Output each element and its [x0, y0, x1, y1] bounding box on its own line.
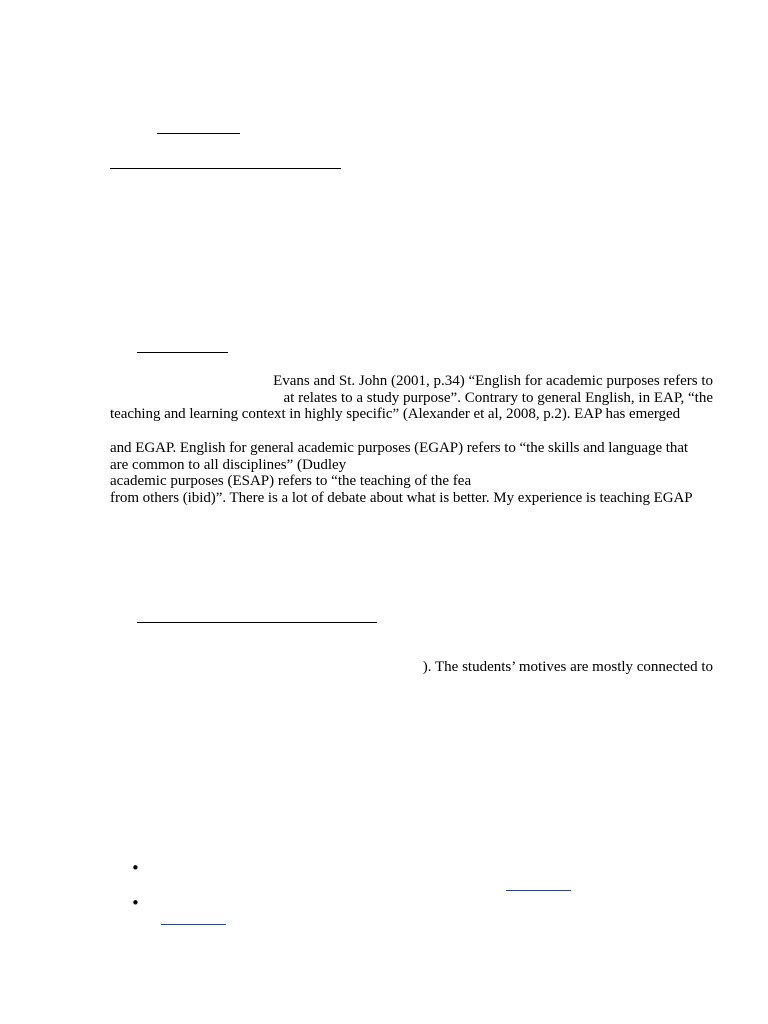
- heading-underline-short: [157, 133, 240, 134]
- bullet-marker: •: [131, 859, 140, 877]
- paragraph-line: teaching and learning context in highly specific” (Alexander et al, 2008, p.2). EAP has emerged: [110, 406, 681, 422]
- paragraph-line: at relates to a study purpose”. Contrary to general English, in EAP, “the: [283, 390, 713, 406]
- heading-underline-long: [110, 168, 341, 169]
- paragraph-line: Evans and St. John (2001, p.34) “English for academic purposes refers to: [273, 373, 713, 389]
- paragraph-line: academic purposes (ESAP) refers to “the teaching of the fea: [110, 473, 472, 489]
- hyperlink-underline[interactable]: [506, 890, 571, 891]
- paragraph-line: are common to all disciplines” (Dudley: [110, 457, 347, 473]
- paragraph-line: ). The students’ motives are mostly connected to: [422, 659, 713, 675]
- hyperlink-underline[interactable]: [161, 924, 226, 925]
- paragraph-line: from others (ibid)”. There is a lot of debate about what is better. My experience is teaching EGAP: [110, 490, 693, 506]
- paragraph-line: and EGAP. English for general academic purposes (EGAP) refers to “the skills and language that: [110, 440, 689, 456]
- bullet-marker: •: [131, 894, 140, 912]
- section-heading-underline: [137, 622, 377, 623]
- section-heading-underline: [137, 352, 228, 353]
